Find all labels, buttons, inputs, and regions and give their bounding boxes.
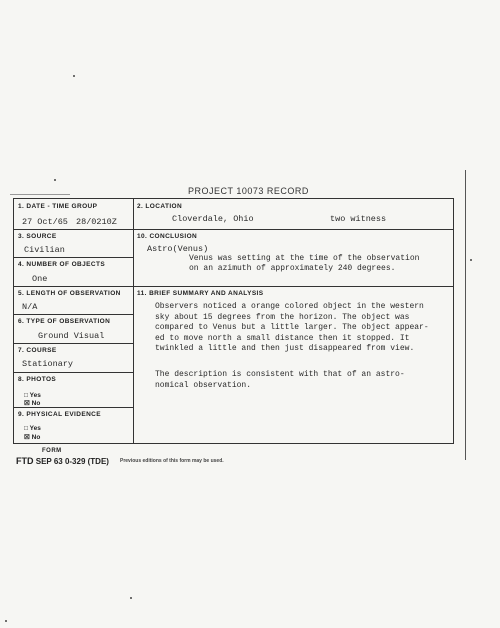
- location-label: 2. LOCATION: [137, 203, 183, 210]
- summary-line-5: twinkled a little and then just disappeared from view.: [155, 344, 415, 353]
- scan-speck: [470, 259, 472, 261]
- conclusion-value: Astro(Venus): [147, 244, 209, 254]
- row-divider: [14, 314, 133, 315]
- scan-speck: [5, 620, 7, 622]
- summary-line-7: nomical observation.: [155, 380, 252, 390]
- source-label: 3. SOURCE: [18, 233, 57, 240]
- time-value: 28/0210Z: [76, 217, 117, 227]
- date-time-group-label: 1. DATE - TIME GROUP: [18, 203, 98, 210]
- row-divider: [14, 286, 454, 287]
- footer-form-id: [16, 456, 109, 466]
- source-value: Civilian: [24, 245, 65, 255]
- conclusion-label: 10. CONCLUSION: [137, 233, 198, 240]
- photos-no-checkbox: ☒ No: [24, 400, 41, 407]
- scan-speck: [73, 75, 75, 77]
- summary-line-6: The description is consistent with that of an astro-: [155, 370, 405, 379]
- number-of-objects-label: 4. NUMBER OF OBJECTS: [18, 261, 106, 268]
- witness-note: two witness: [330, 214, 387, 224]
- row-divider: [14, 257, 133, 258]
- summary-line-4: ed to move north a small distance then it stopped. It: [155, 333, 410, 343]
- date-value: 27 Oct/65: [22, 217, 68, 227]
- scan-edge-line: [10, 194, 70, 195]
- row-divider: [14, 343, 133, 344]
- summary-line-1: Observers noticed a orange colored object in the western: [155, 302, 424, 311]
- physical-evidence-yes-checkbox: □ Yes: [24, 425, 41, 432]
- record-form: [13, 198, 454, 444]
- physical-evidence-label: 9. PHYSICAL EVIDENCE: [18, 411, 102, 418]
- project-title: PROJECT 10073 RECORD: [188, 186, 309, 196]
- number-of-objects-value: One: [32, 274, 48, 284]
- course-value: Stationary: [22, 359, 74, 369]
- row-divider: [14, 407, 133, 408]
- photos-label: 8. PHOTOS: [18, 376, 57, 383]
- conclusion-line-2: on an azimuth of approximately 240 degrees.: [189, 264, 396, 273]
- location-value: Cloverdale, Ohio: [172, 214, 254, 224]
- length-of-observation-label: 5. LENGTH OF OBSERVATION: [18, 290, 121, 297]
- length-of-observation-value: N/A: [22, 302, 38, 312]
- summary-label: 11. BRIEF SUMMARY AND ANALYSIS: [137, 290, 264, 297]
- summary-line-3: compared to Venus but a little larger. The object appear-: [155, 323, 429, 332]
- course-label: 7. COURSE: [18, 347, 57, 354]
- row-divider: [14, 372, 133, 373]
- row-divider: [14, 229, 454, 230]
- physical-evidence-no-checkbox: ☒ No: [24, 434, 41, 441]
- footer-ftd: FTD: [16, 456, 34, 466]
- conclusion-line-1: Venus was setting at the time of the observation: [189, 254, 420, 263]
- scan-speck: [130, 597, 132, 599]
- scan-edge-line: [465, 170, 466, 460]
- footer-previous-editions: Previous editions of this form may be used.: [120, 458, 224, 464]
- type-of-observation-label: 6. TYPE OF OBSERVATION: [18, 318, 111, 325]
- summary-line-2: sky about 15 degrees from the horizon. The object was: [155, 312, 410, 322]
- footer-form-number: SEP 63 0-329 (TDE): [35, 457, 109, 466]
- scan-speck: [54, 179, 56, 181]
- column-divider: [133, 199, 134, 443]
- type-of-observation-value: Ground Visual: [38, 331, 105, 341]
- footer-form-label: FORM: [42, 448, 62, 454]
- photos-yes-checkbox: □ Yes: [24, 392, 41, 399]
